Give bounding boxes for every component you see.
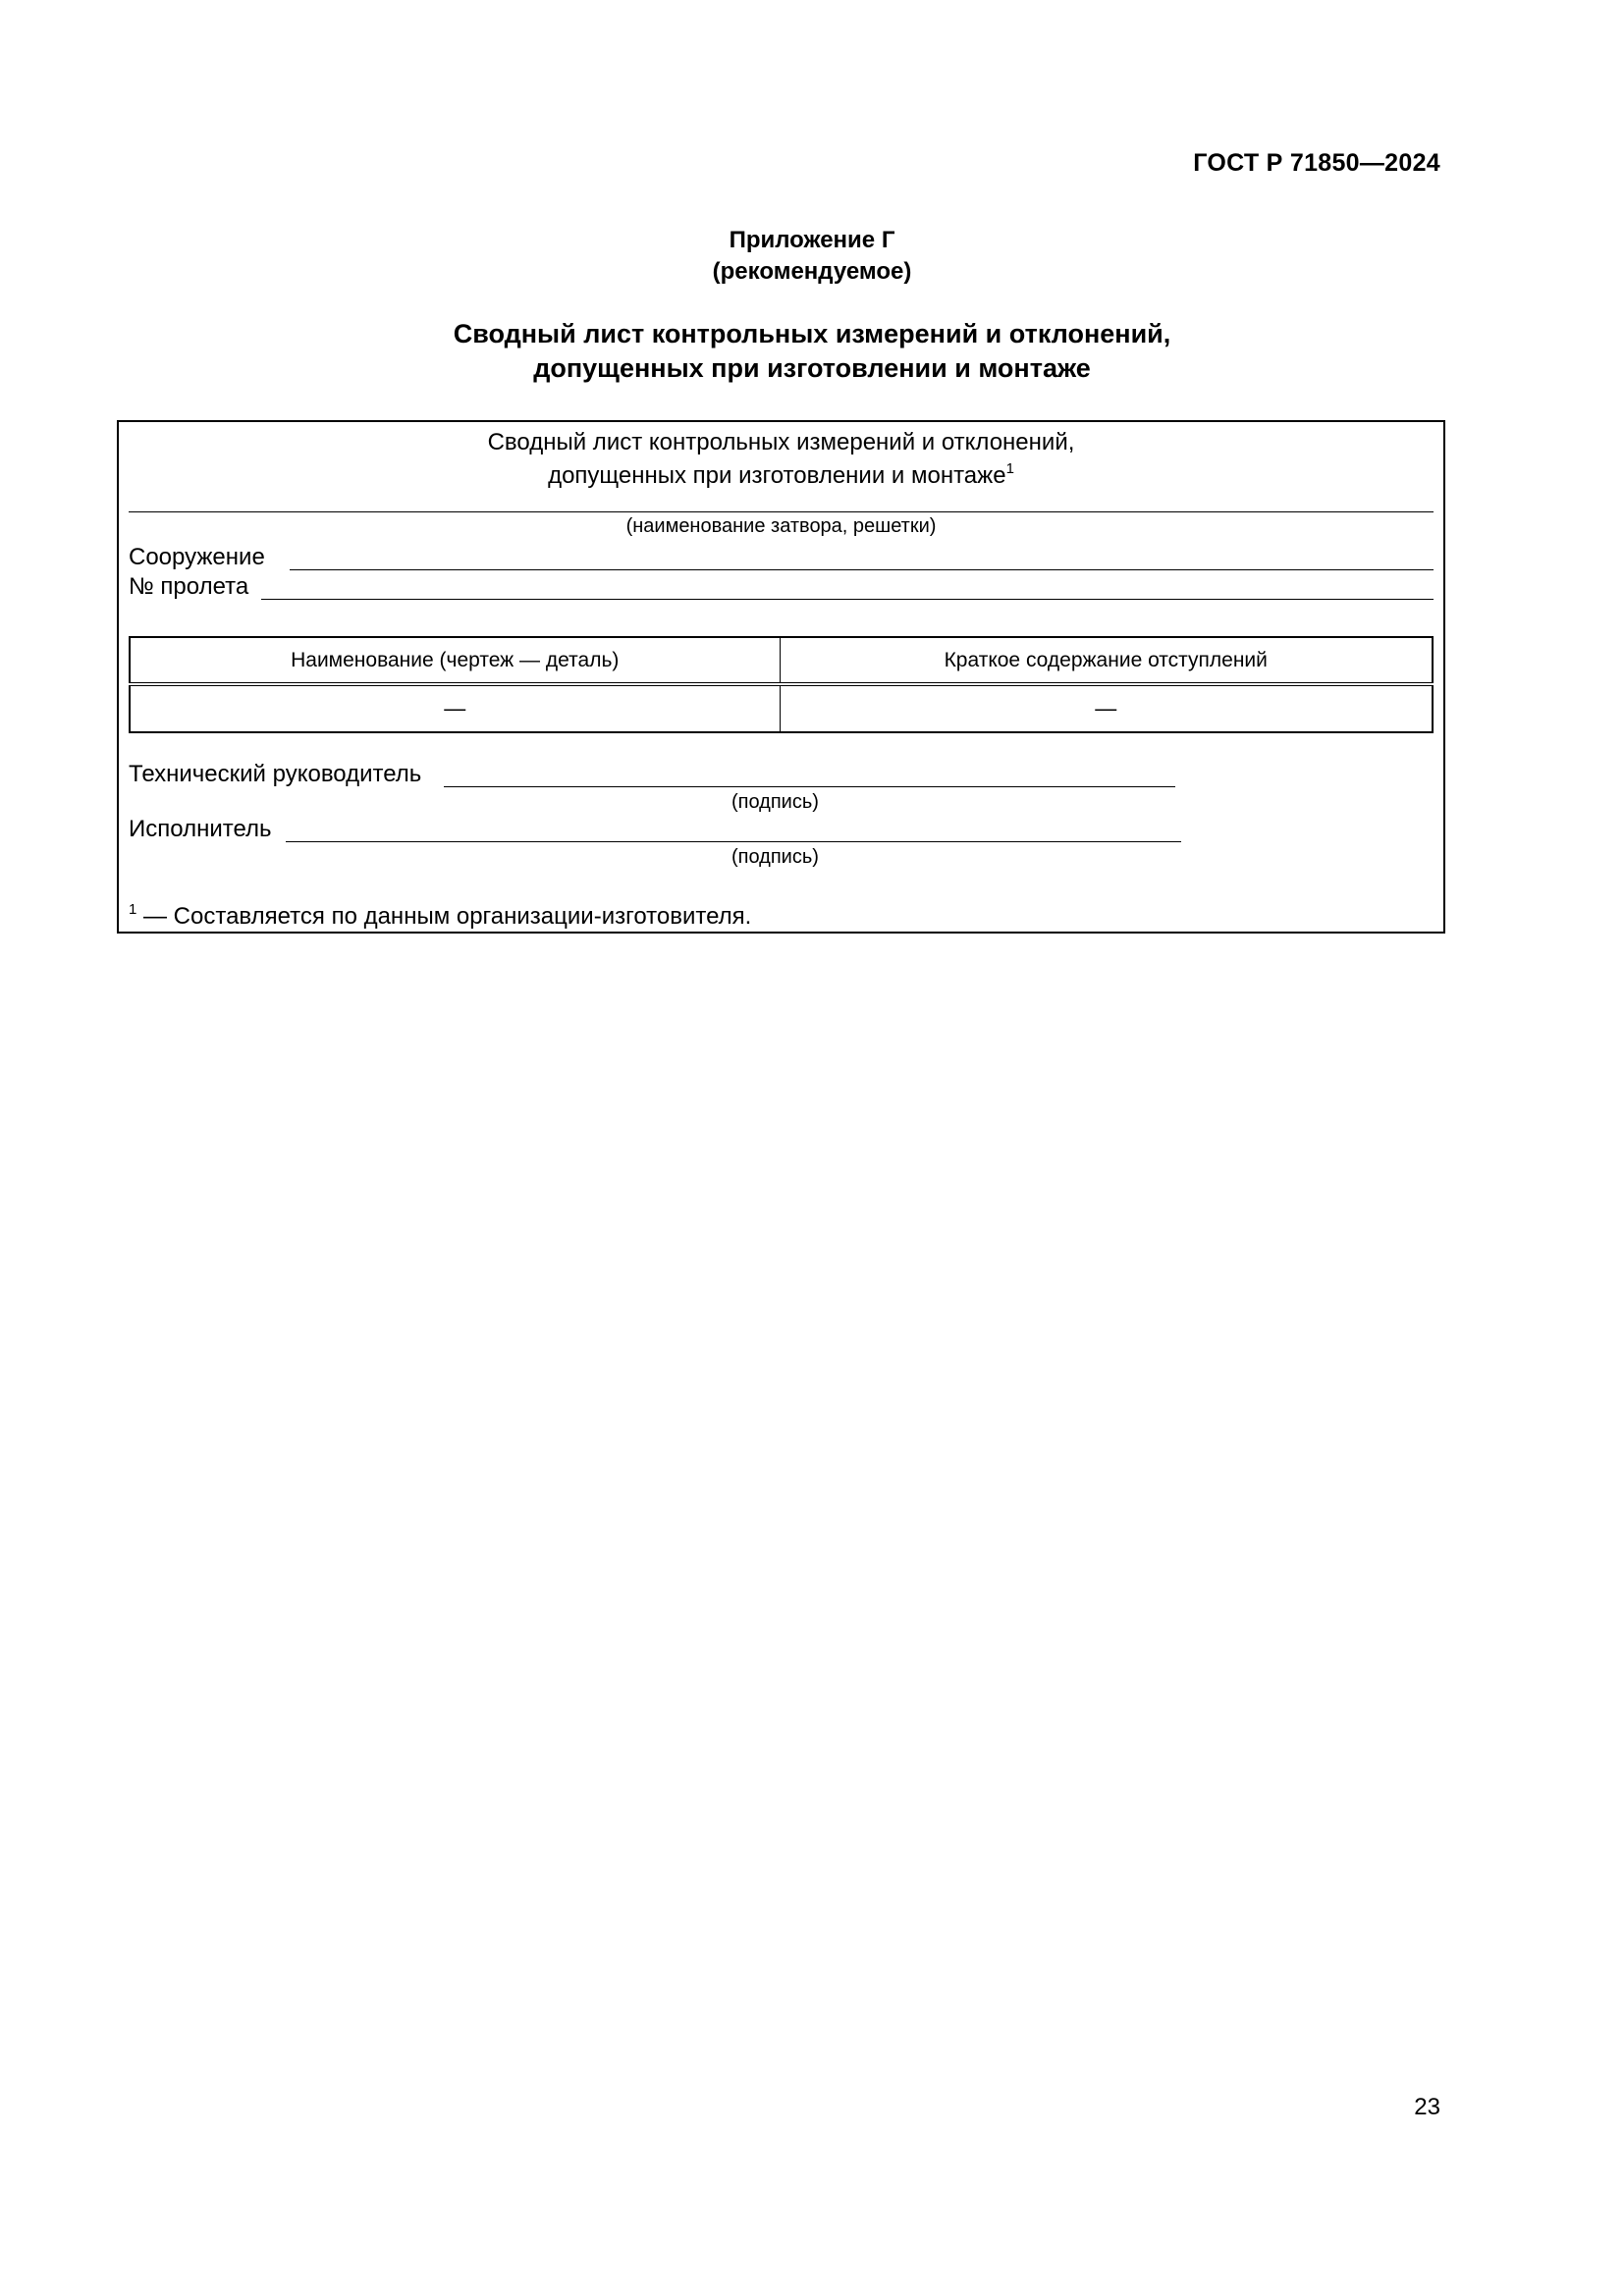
signature-caption: (подпись) xyxy=(731,846,819,868)
footnote-mark: 1 xyxy=(129,901,137,918)
gate-name-caption: (наименование затвора, решетки) xyxy=(625,515,937,537)
executor-label: Исполнитель xyxy=(129,816,272,842)
page-title-line2: допущенных при изготовлении и монтаже xyxy=(533,353,1091,383)
footnote-text: — Составляется по данным организации-изготовителя. xyxy=(143,903,752,930)
page-number: 23 xyxy=(1414,2094,1440,2120)
form-title xyxy=(117,426,1445,496)
form-title-line2-text: допущенных при изготовлении и монтаже xyxy=(548,462,1006,489)
tech-manager-signature-field[interactable] xyxy=(444,786,1175,787)
appendix-heading xyxy=(0,225,1624,288)
span-label: № пролета xyxy=(129,573,249,600)
table-header-row xyxy=(130,637,1433,684)
form-title-line2 xyxy=(117,459,1445,496)
table-cell[interactable]: — xyxy=(444,696,466,721)
footnote xyxy=(129,903,751,934)
column-header-deviations: Краткое содержание отступлений xyxy=(780,637,1433,684)
appendix-label: Приложение Г xyxy=(729,227,895,253)
structure-label: Сооружение xyxy=(129,544,265,570)
page-title xyxy=(0,317,1624,386)
column-header-name: Наименование (чертеж — деталь) xyxy=(130,637,780,684)
form-title-footnote-mark: 1 xyxy=(1005,460,1014,477)
appendix-status: (рекомендуемое) xyxy=(712,258,912,285)
table-row xyxy=(130,684,1433,732)
standard-id: ГОСТ Р 71850—2024 xyxy=(1193,149,1440,177)
deviations-table xyxy=(129,636,1434,733)
executor-signature-field[interactable] xyxy=(286,841,1181,842)
tech-manager-label: Технический руководитель xyxy=(129,761,422,787)
table-cell[interactable]: — xyxy=(780,684,1433,732)
span-field[interactable] xyxy=(261,599,1434,600)
signature-caption: (подпись) xyxy=(731,791,819,813)
form-title-line1: Сводный лист контрольных измерений и отклонений, xyxy=(487,429,1075,455)
gate-name-field[interactable] xyxy=(129,511,1434,512)
structure-field[interactable] xyxy=(290,569,1434,570)
page-title-line1: Сводный лист контрольных измерений и отклонений, xyxy=(453,319,1171,348)
